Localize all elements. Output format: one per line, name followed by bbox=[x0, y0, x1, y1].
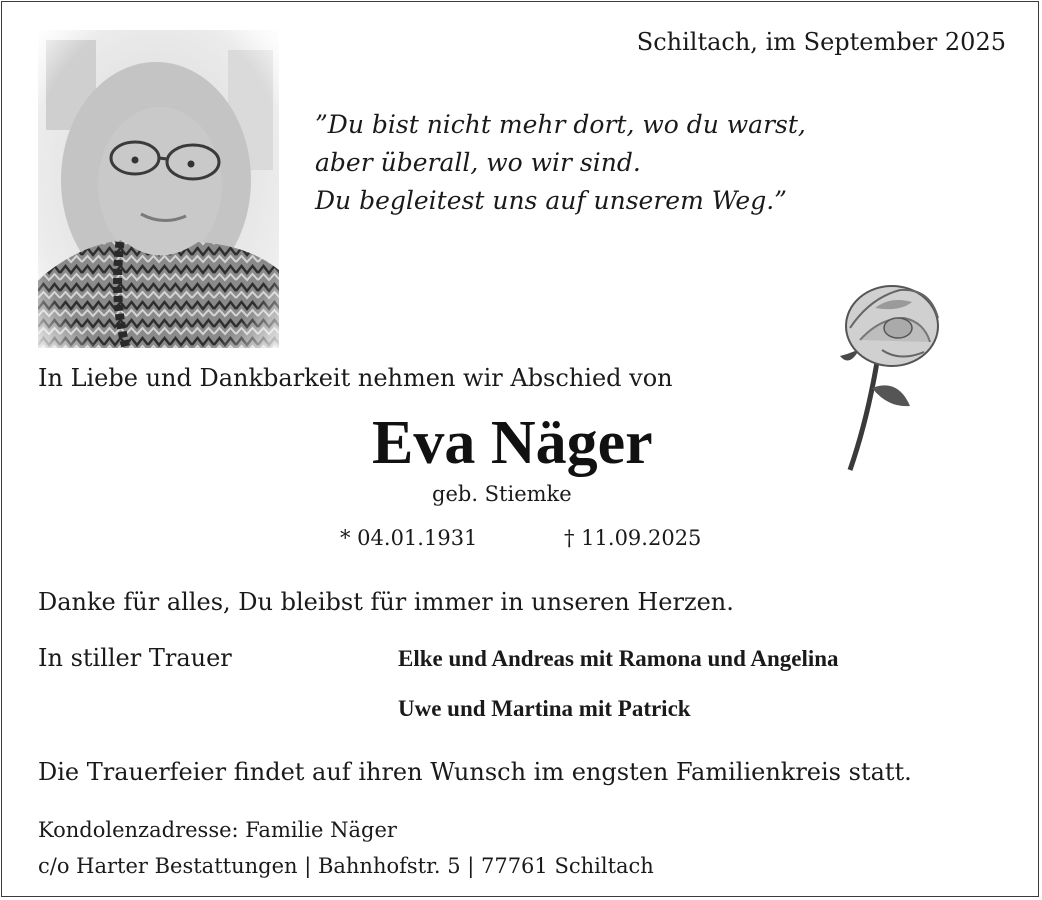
ceremony-note: Die Trauerfeier findet auf ihren Wunsch im engsten Familienkreis statt. bbox=[38, 758, 912, 786]
quote-line: Du begleitest uns auf unserem Weg.” bbox=[315, 186, 787, 215]
condolence-line: Kondolenzadresse: Familie Näger bbox=[38, 818, 397, 842]
intro-text: In Liebe und Dankbarkeit nehmen wir Abschied von bbox=[38, 364, 673, 392]
thanks-text: Danke für alles, Du bleibst für immer in unseren Herzen. bbox=[38, 588, 734, 616]
condolence-line: c/o Harter Bestattungen | Bahnhofstr. 5 | 77761 Schiltach bbox=[38, 854, 654, 878]
quote-line: aber überall, wo wir sind. bbox=[315, 148, 641, 177]
mourner-family: Elke und Andreas mit Ramona und Angelina bbox=[398, 646, 839, 671]
mourner-family: Uwe und Martina mit Patrick bbox=[398, 696, 691, 721]
condolence-address bbox=[38, 812, 654, 884]
mourning-label: In stiller Trauer bbox=[38, 644, 232, 672]
birth-date: * 04.01.1931 bbox=[340, 526, 478, 550]
memorial-quote bbox=[315, 106, 806, 220]
rose-icon bbox=[820, 278, 950, 473]
death-date: † 11.09.2025 bbox=[564, 526, 702, 550]
deceased-name: Eva Näger bbox=[372, 409, 653, 477]
mourners-list bbox=[398, 646, 839, 746]
birth-name: geb. Stiemke bbox=[432, 482, 572, 506]
quote-line: ”Du bist nicht mehr dort, wo du warst, bbox=[315, 110, 806, 139]
portrait-photo bbox=[38, 30, 279, 348]
place-date: Schiltach, im September 2025 bbox=[636, 28, 1006, 56]
